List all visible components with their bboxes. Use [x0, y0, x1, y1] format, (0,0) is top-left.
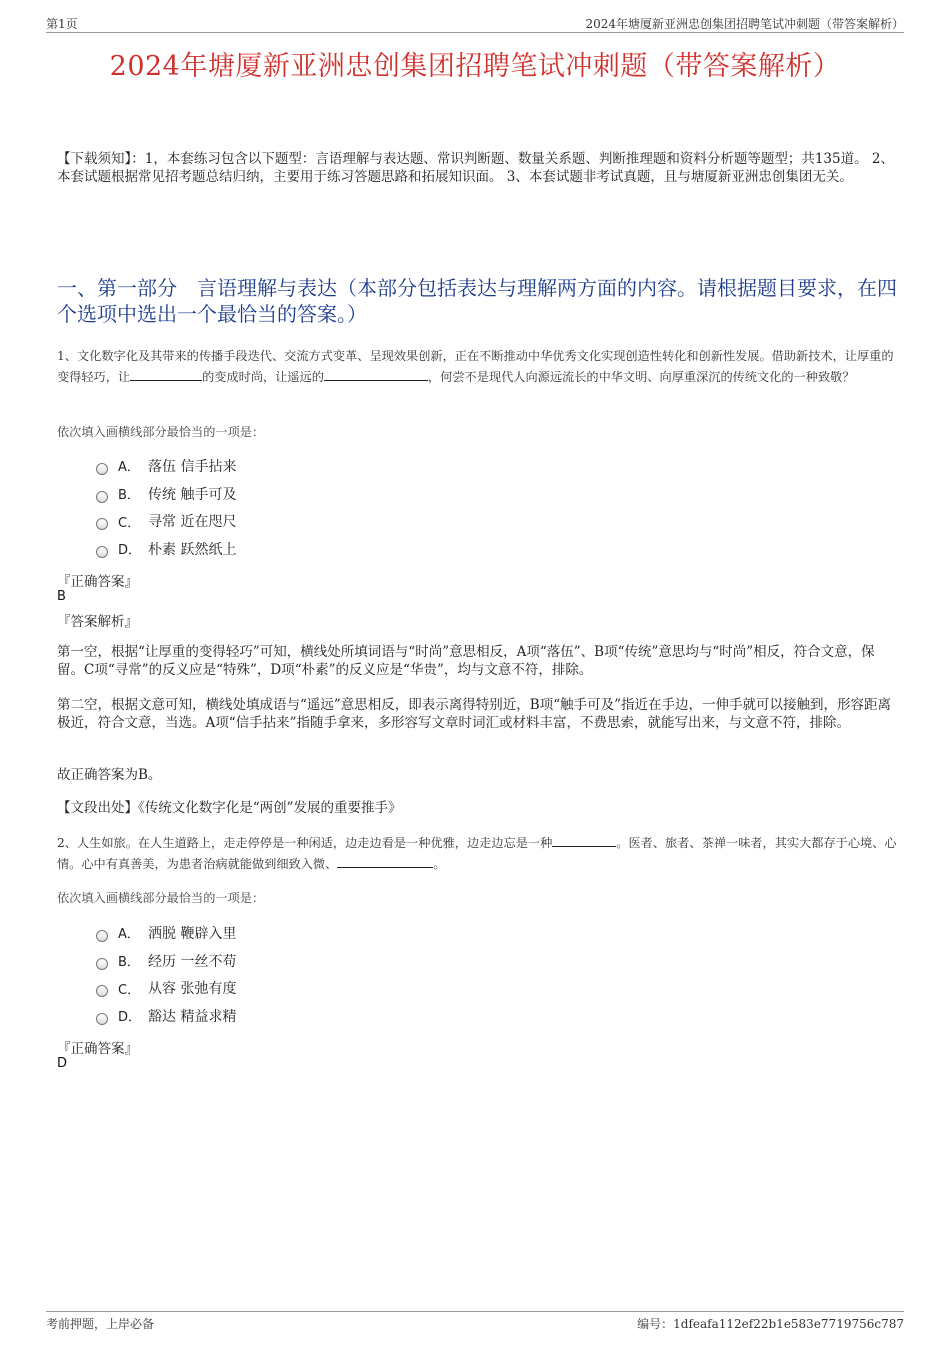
option-text: 朴素 跃然纸上 [148, 541, 237, 558]
radio-icon[interactable] [96, 463, 108, 475]
source-citation: 【文段出处】《传统文化数字化是“两创”发展的重要推手》 [57, 800, 402, 816]
footer-code: 编号：1dfeafa112ef22b1e583e7719756c787 [637, 1317, 904, 1331]
option-text: 从容 张弛有度 [148, 981, 237, 998]
option-c[interactable] [96, 507, 236, 535]
page-header [46, 14, 904, 33]
question-text-part: 。 [433, 857, 446, 871]
download-notice: 【下载须知】：1，本套练习包含以下题型：言语理解与表达题、常识判断题、数量关系题、判断推理题和资料分析题等题型；共135道。 2、本套试题根据常见招考题总结归纳，主要用于练习答题思路和拓展知识面。 3、本套试题非考试真题，且与塘厦新亚洲忠创集团无关。 [57, 151, 894, 185]
option-letter: D． [118, 543, 142, 559]
page-number: 第1页 [46, 17, 78, 31]
correct-answer: D [57, 1056, 68, 1071]
question-text-part: 2、人生如旅。在人生道路上，走走停停是一种闲适，边走边看是一种优雅，边走边忘是一种 [57, 836, 553, 850]
question-1-instruction: 依次填入画横线部分最恰当的一项是： [57, 425, 265, 439]
option-text: 经历 一丝不苟 [148, 953, 237, 970]
question-1-text [57, 346, 902, 388]
question-text-part: 1、文化数字化及其带来的传播手段迭代、交流方式变革、呈现效果创新，正在不断推动中华优秀文化实现创造性转化和创新性发展。借助新技术，让厚重的变得轻巧，让 [57, 349, 894, 384]
option-c[interactable] [96, 974, 236, 1002]
answer-label: 『正确答案』 [57, 1041, 138, 1057]
option-letter: B． [118, 488, 140, 504]
answer-label: 『正确答案』 [57, 574, 138, 590]
question-text-part: ，何尝不是现代人向源远流长的中华文明、向厚重深沉的传统文化的一种致敬？ [428, 370, 855, 384]
radio-icon[interactable] [96, 518, 108, 530]
question-text-part: 的变成时尚，让遥远的 [202, 370, 324, 384]
section-heading: 一、第一部分 言语理解与表达（本部分包括表达与理解两方面的内容。请根据题目要求，在四个选项中选出一个最恰当的答案。） [57, 276, 897, 326]
option-b[interactable] [96, 947, 236, 975]
fill-blank [337, 854, 433, 868]
fill-blank [324, 367, 428, 381]
radio-icon[interactable] [96, 958, 108, 970]
option-letter: C． [118, 982, 141, 998]
option-a[interactable] [96, 919, 236, 947]
option-text: 落伍 信手拈来 [148, 458, 237, 475]
option-letter: B． [118, 955, 140, 971]
correct-answer: B [57, 589, 66, 604]
option-letter: A． [118, 927, 140, 943]
radio-icon[interactable] [96, 985, 108, 997]
option-letter: D． [118, 1010, 142, 1026]
fill-blank [552, 833, 616, 847]
option-text: 传统 触手可及 [148, 486, 237, 503]
question-2-options [96, 919, 236, 1030]
radio-icon[interactable] [96, 546, 108, 558]
page-title: 2024年塘厦新亚洲忠创集团招聘笔试冲刺题（带答案解析） [109, 51, 841, 82]
question-2-text [57, 833, 902, 875]
option-b[interactable] [96, 480, 236, 508]
analysis-conclusion: 故正确答案为B。 [57, 767, 162, 783]
option-text: 寻常 近在咫尺 [148, 514, 237, 531]
option-text: 豁达 精益求精 [148, 1008, 237, 1025]
radio-icon[interactable] [96, 491, 108, 503]
analysis-label: 『答案解析』 [57, 614, 138, 630]
question-2-instruction: 依次填入画横线部分最恰当的一项是： [57, 891, 265, 905]
fill-blank [130, 367, 202, 381]
radio-icon[interactable] [96, 930, 108, 942]
analysis-paragraph-2: 第二空，根据文意可知，横线处填成语与“遥远”意思相反，即表示离得特别近，B项“触手可及”指近在手边，一伸手就可以接触到，形容距离极近，符合文意，当选。A项“信手拈来”指随手拿来，多形容写文章时词汇或材料丰富，不费思索，就能写出来，与文意不符，排除。 [57, 697, 892, 731]
option-d[interactable] [96, 1002, 236, 1030]
option-letter: C． [118, 515, 141, 531]
option-a[interactable] [96, 452, 236, 480]
page-footer [46, 1311, 904, 1332]
question-1-options [96, 452, 236, 563]
option-d[interactable] [96, 535, 236, 563]
header-doc-title: 2024年塘厦新亚洲忠创集团招聘笔试冲刺题（带答案解析） [585, 17, 904, 31]
analysis-paragraph-1: 第一空，根据“让厚重的变得轻巧”可知，横线处所填词语与“时尚”意思相反，A项“落伍”、B项“传统”意思均与“时尚”相反，符合文意，保留。C项“寻常”的反义应是“特殊”，D项“朴素”的反义应是“华贵”，均与文意不符，排除。 [57, 644, 875, 678]
radio-icon[interactable] [96, 1013, 108, 1025]
option-text: 洒脱 鞭辟入里 [148, 925, 237, 942]
question-text-part: 。医者、旅者、茶禅一味者，其实大都存于心境、心情。心中有真善美，为患者治病就能做到细致入微、 [57, 836, 897, 871]
footer-slogan: 考前押题，上岸必备 [46, 1317, 155, 1331]
option-letter: A． [118, 460, 140, 476]
